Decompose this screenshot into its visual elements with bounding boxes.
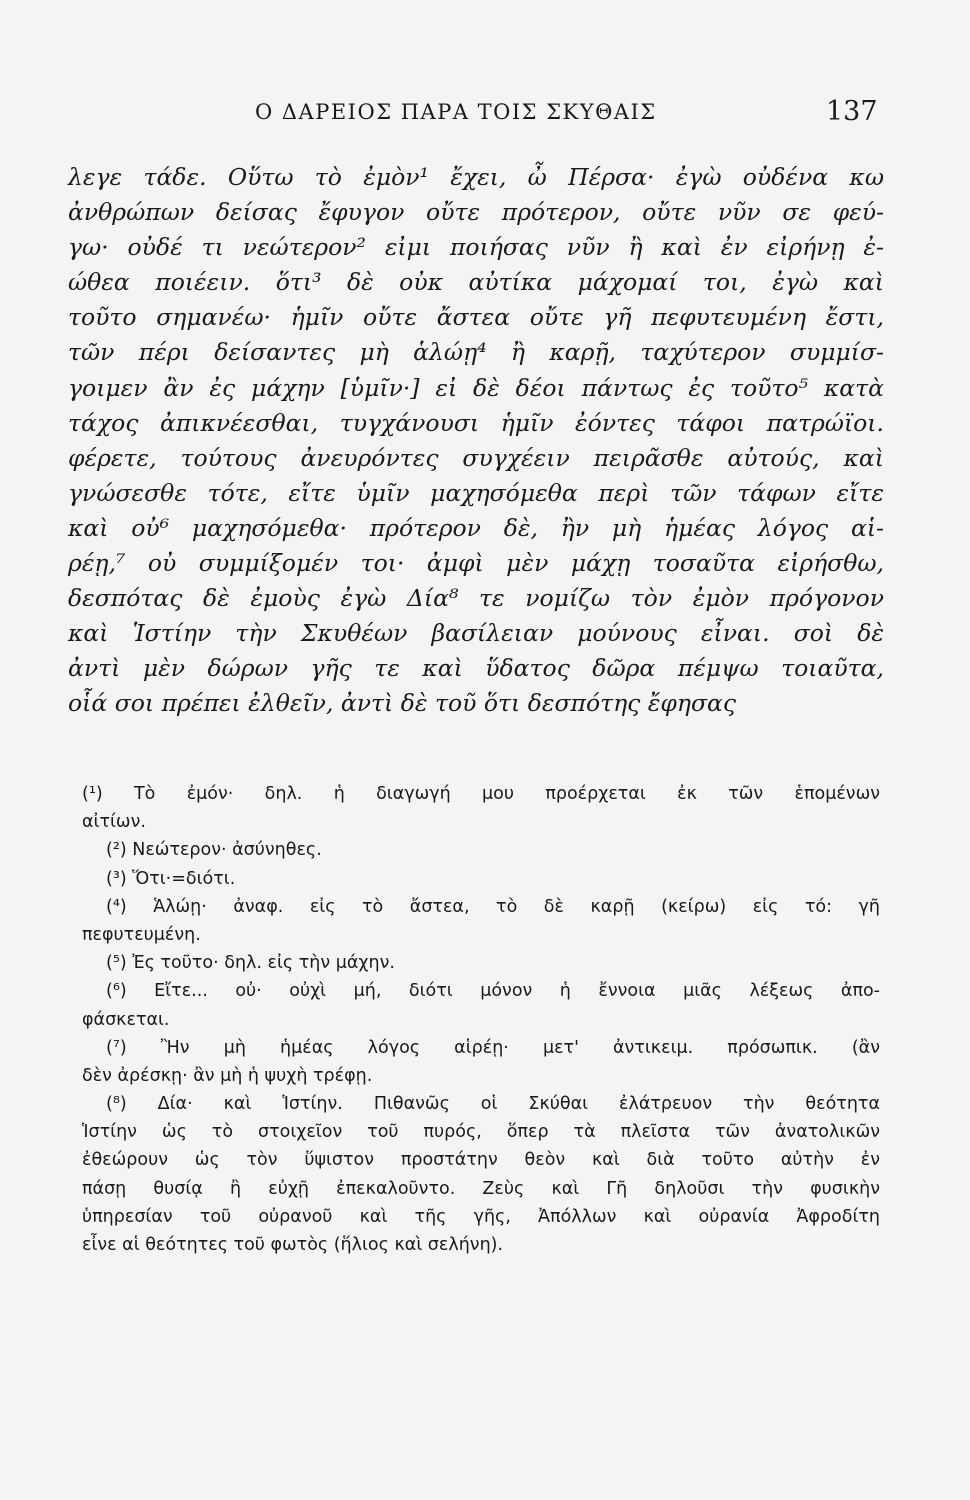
text-line: ώθεα ποιέειν. ὅτι³ δὲ οὐκ αὐτίκα μάχομαί τοι, ἐγὼ καὶ xyxy=(68,268,884,297)
footnote-line: (³) Ὅτι·=διότι. xyxy=(106,868,236,889)
text-line: τάχος ἀπικνέεσθαι, τυγχάνουσι ἡμῖν ἐόντες τάφοι πατρώϊοι. xyxy=(68,408,884,437)
footnote-line: ἐθεώρουν ὡς τὸν ὕψιστον προστάτην θεὸν καὶ διὰ τοῦτο αὐτὴν ἐν xyxy=(82,1150,880,1171)
footnote-line: (⁷) Ἢν μὴ ἡμέας λόγος αἱρέῃ· μετ' ἀντικειμ. πρόσωπικ. (ἂν xyxy=(106,1037,880,1058)
text-line: οἷά σοι πρέπει ἐλθεῖν, ἀντὶ δὲ τοῦ ὅτι δεσπότης ἔφησας xyxy=(68,689,737,718)
main-text xyxy=(68,160,884,722)
footnote-line: (¹) Τὸ ἐμόν· δηλ. ἡ διαγωγή μου προέρχεται ἐκ τῶν ἑπομένων xyxy=(82,784,880,804)
footnote-line: φάσκεται. xyxy=(82,1009,170,1030)
text-line: καὶ οὐ⁶ μαχησόμεθα· πρότερον δὲ, ἢν μὴ ἡμέας λόγος αἱ- xyxy=(68,513,884,542)
text-line: γοιμεν ἂν ἐς μάχην [ὑμῖν·] εἰ δὲ δέοι πάντως ἐς τοῦτο⁵ κατὰ xyxy=(68,373,884,402)
footnote-line: εἶνε αἱ θεότητες τοῦ φωτὸς (ἥλιος καὶ σελήνη). xyxy=(82,1235,504,1255)
footnote-line: Ἱστίην ὡς τὸ στοιχεῖον τοῦ πυρός, ὅπερ τὰ πλεῖστα τῶν ἀνατολικῶν xyxy=(82,1122,880,1143)
text-line: δεσπότας δὲ ἐμοὺς ἐγὼ Δία⁸ τε νομίζω τὸν ἐμὸν πρόγονον xyxy=(68,584,884,613)
footnote-line: αἰτίων. xyxy=(82,812,146,833)
footnote-line: (⁵) Ἐς τοῦτο· δηλ. εἰς τὴν μάχην. xyxy=(106,953,395,974)
text-line: τοῦτο σημανέω· ἡμῖν οὔτε ἄστεα οὔτε γῆ πεφυτευμένη ἔστι, xyxy=(68,303,884,332)
text-line: φέρετε, τούτους ἀνευρόντες συγχέειν πειρᾶσθε αὐτούς, καὶ xyxy=(68,443,884,472)
page-number: 137 xyxy=(826,96,878,127)
footnote-line: (⁴) Ἁλώῃ· ἀναφ. εἰς τὸ ἄστεα, τὸ δὲ καρῇ (κείρω) εἰς τό: γῆ xyxy=(106,896,880,917)
text-line: ρέῃ,⁷ οὐ συμμίξομέν τοι· ἀμφὶ μὲν μάχῃ τοσαῦτα εἰρήσθω, xyxy=(68,549,884,578)
text-line: γνώσεσθε τότε, εἴτε ὑμῖν μαχησόμεθα περὶ τῶν τάφων εἴτε xyxy=(68,478,884,507)
text-line: τῶν πέρι δείσαντες μὴ ἁλώῃ⁴ ἢ καρῇ, ταχύτερον συμμίσ- xyxy=(68,338,884,367)
footnote-line: δὲν ἀρέσκῃ· ἂν μὴ ἡ ψυχὴ τρέφῃ. xyxy=(82,1065,373,1086)
running-title: Ο ΔΑΡΕΙΟΣ ΠΑΡΑ ΤΟΙΣ ΣΚΥΘΑΙΣ xyxy=(255,100,657,124)
footnote-line: (⁸) Δία· καὶ Ἱστίην. Πιθανῶς οἱ Σκύθαι ἐλάτρευον τὴν θεότητα xyxy=(106,1094,880,1115)
footnote-line: πεφυτευμένη. xyxy=(82,924,201,945)
footnote-line: ὑπηρεσίαν τοῦ οὐρανοῦ καὶ τῆς γῆς, Ἀπόλλων καὶ οὐρανία Ἀφροδίτη xyxy=(82,1206,880,1227)
text-line: καὶ Ἱστίην τὴν Σκυθέων βασίλειαν μούνους εἶναι. σοὶ δὲ xyxy=(68,619,884,648)
footnote-line: (⁶) Εἴτε... οὐ· οὐχὶ μή, διότι μόνον ἡ ἔννοια μιᾶς λέξεως ἀπο- xyxy=(106,981,880,1002)
text-line: ἀντὶ μὲν δώρων γῆς τε καὶ ὕδατος δῶρα πέμψω τοιαῦτα, xyxy=(68,654,884,683)
text-line: γω· οὐδέ τι νεώτερον² εἰμι ποιήσας νῦν ἢ καὶ ἐν εἰρήνῃ ἐ- xyxy=(68,233,884,262)
footnotes xyxy=(82,780,880,1259)
text-line: ἀνθρώπων δείσας ἔφυγον οὔτε πρότερον, οὔτε νῦν σε φεύ- xyxy=(68,198,884,227)
footnote-line: πάσῃ θυσίᾳ ἢ εὐχῇ ἐπεκαλοῦντο. Ζεὺς καὶ Γῆ δηλοῦσι τὴν φυσικὴν xyxy=(82,1178,880,1199)
text-line: λεγε τάδε. Οὕτω τὸ ἐμὸν¹ ἔχει, ὦ Πέρσα· ἐγὼ οὐδένα κω xyxy=(68,163,884,191)
footnote-line: (²) Νεώτερον· ἀσύνηθες. xyxy=(106,840,322,861)
